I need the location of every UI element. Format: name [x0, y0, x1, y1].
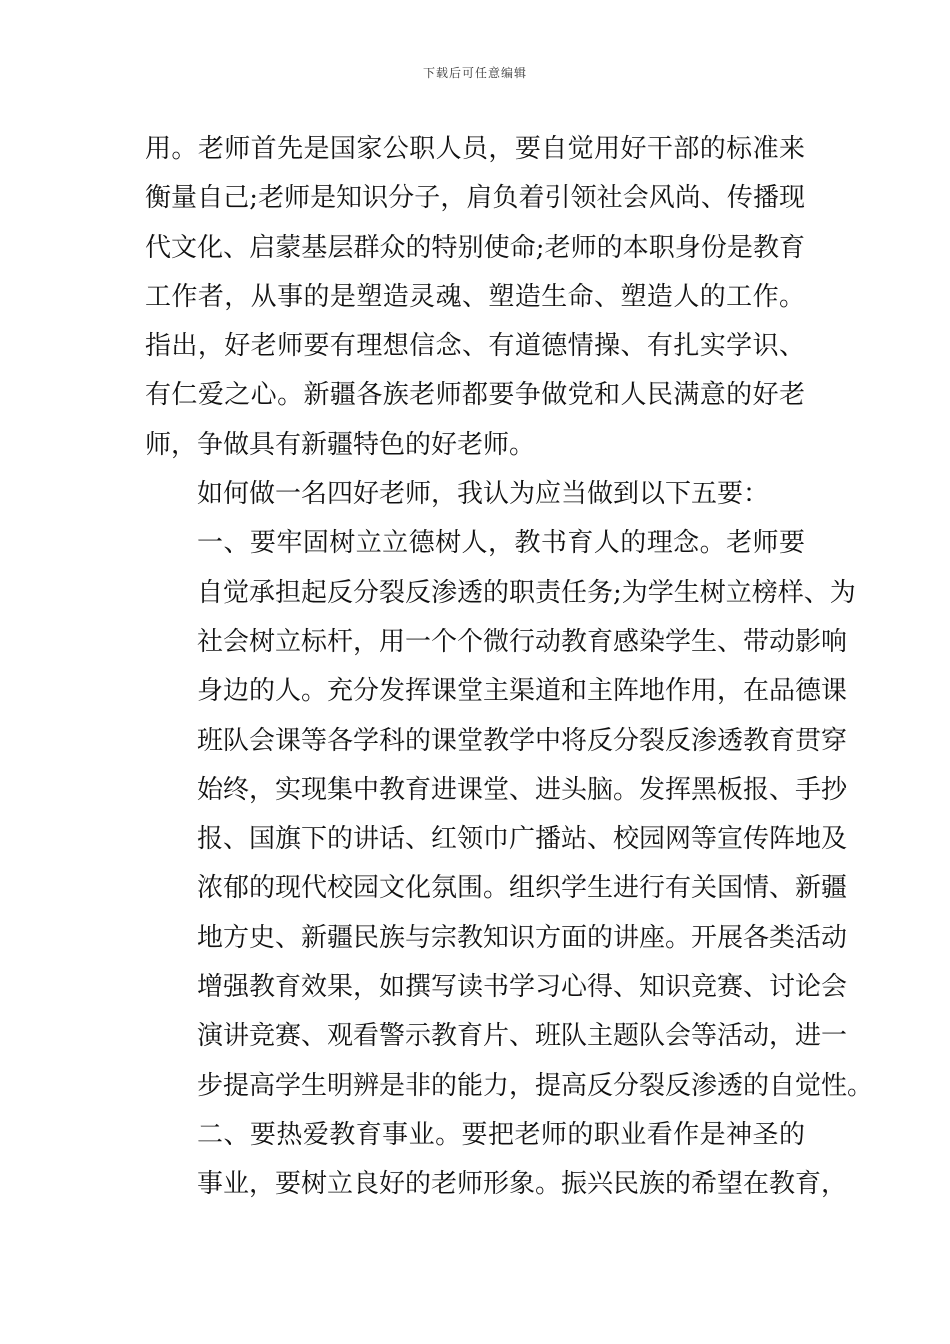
text-line: 指出，好老师要有理想信念、有道德情操、有扎实学识、 [145, 331, 805, 362]
text-line: 社会树立标杆，用一个个微行动教育感染学生、带动影响 [197, 626, 848, 657]
text-line: 衡量自己;老师是知识分子，肩负着引领社会风尚、传播现 [145, 183, 805, 214]
text-line: 一、要牢固树立立德树人，教书育人的理念。老师要 [197, 528, 805, 559]
text-line: 用。老师首先是国家公职人员，要自觉用好干部的标准来 [145, 134, 805, 164]
text-line: 增强教育效果，如撰写读书学习心得、知识竞赛、讨论会 [197, 972, 848, 1003]
paragraph [145, 125, 805, 470]
text-line: 如何做一名四好老师，我认为应当做到以下五要： [197, 479, 770, 510]
text-line: 演讲竞赛、观看警示教育片、班队主题队会等活动，进一 [197, 1021, 848, 1052]
text-line: 浓郁的现代校园文化氛围。组织学生进行有关国情、新疆 [197, 873, 848, 904]
text-line: 代文化、启蒙基层群众的特别使命;老师的本职身份是教育 [145, 232, 805, 263]
paragraph [145, 519, 874, 1111]
text-line: 始终，实现集中教育进课堂、进头脑。发挥黑板报、手抄 [197, 774, 848, 805]
text-line: 地方史、新疆民族与宗教知识方面的讲座。开展各类活动 [197, 922, 848, 953]
text-line: 身边的人。充分发挥课堂主渠道和主阵地作用，在品德课 [197, 676, 848, 707]
text-line: 自觉承担起反分裂反渗透的职责任务;为学生树立榜样、为 [197, 577, 856, 608]
text-line: 师，争做具有新疆特色的好老师。 [145, 429, 536, 460]
text-line: 报、国旗下的讲话、红领巾广播站、校园网等宣传阵地及 [197, 824, 848, 855]
page-header-note: 下载后可任意编辑 [422, 66, 527, 80]
text-line: 步提高学生明辨是非的能力，提高反分裂反渗透的自觉性。 [197, 1070, 874, 1101]
document-body [145, 125, 874, 1210]
text-line: 班队会课等各学科的课堂教学中将反分裂反渗透教育贯穿 [197, 725, 848, 756]
text-line: 事业，要树立良好的老师形象。振兴民族的希望在教育， [197, 1169, 848, 1200]
text-line: 有仁爱之心。新疆各族老师都要争做党和人民满意的好老 [145, 380, 805, 411]
text-line: 二、要热爱教育事业。要把老师的职业看作是神圣的 [197, 1119, 805, 1150]
paragraph [145, 1111, 848, 1210]
paragraph [145, 470, 805, 519]
text-line: 工作者，从事的是塑造灵魂、塑造生命、塑造人的工作。 [145, 281, 805, 312]
